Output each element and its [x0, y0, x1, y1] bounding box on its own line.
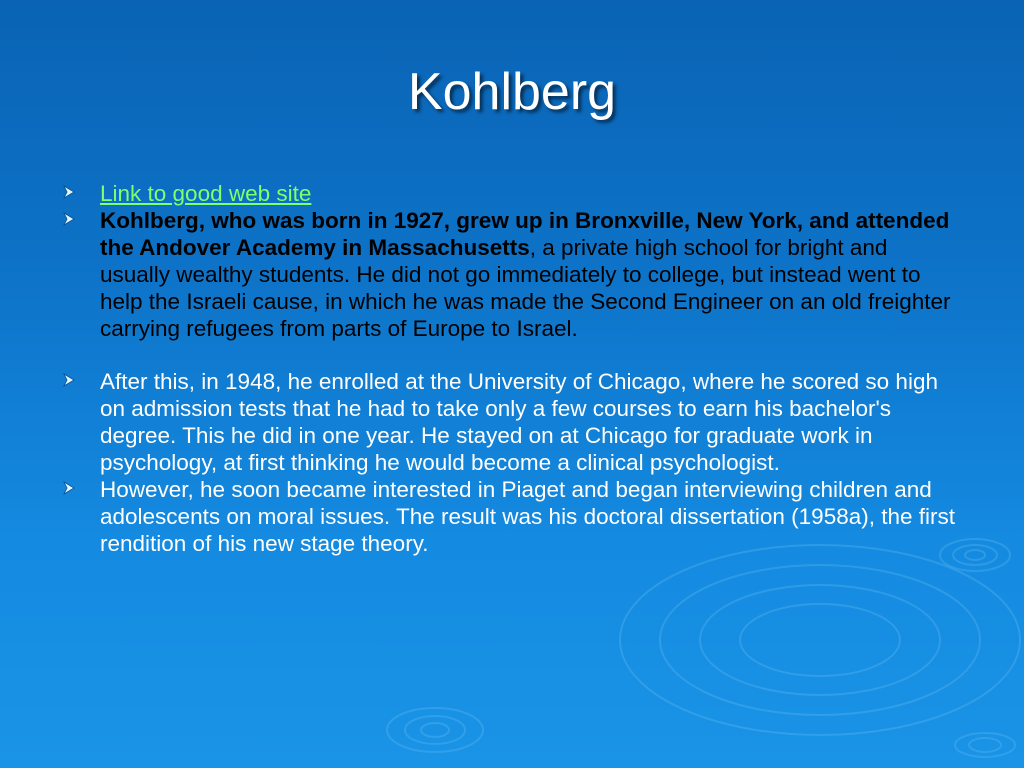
arrow-bullet-icon [62, 185, 76, 199]
bullet-item-early-life [62, 207, 962, 342]
web-site-link[interactable]: Link to good web site [100, 181, 312, 206]
bullet-text: However, he soon became interested in Piaget and began interviewing children and adolescents on moral issues. The result was his doctoral dissertation (1958a), the first rendition of his new stage theory. [100, 477, 955, 556]
bullet-item-piaget [62, 476, 962, 557]
arrow-bullet-icon [62, 212, 76, 226]
bullet-bold-text: Kohlberg, who was born in 1927, grew up in Bronxville, New York, and attended the Andover Academy in Massachusetts [100, 208, 950, 260]
arrow-bullet-icon [62, 481, 76, 495]
bullet-text: After this, in 1948, he enrolled at the University of Chicago, where he scored so high on admission tests that he had to take only a few courses to earn his bachelor's degree. This he did in one year. He stayed on at Chicago for graduate work in psychology, at first thinking he would become a clinical psychologist. [100, 369, 938, 475]
bullet-text: , a private high school for bright and usually wealthy students. He did not go immediately to college, but instead went to help the Israeli cause, in which he was made the Second Engineer on an old freighter carrying refugees from parts of Europe to Israel. [100, 235, 951, 341]
arrow-bullet-icon [62, 373, 76, 387]
bullet-list [62, 180, 962, 557]
bullet-link-item [62, 180, 962, 207]
bullet-item-chicago [62, 368, 962, 476]
slide-title: Kohlberg [407, 63, 617, 121]
